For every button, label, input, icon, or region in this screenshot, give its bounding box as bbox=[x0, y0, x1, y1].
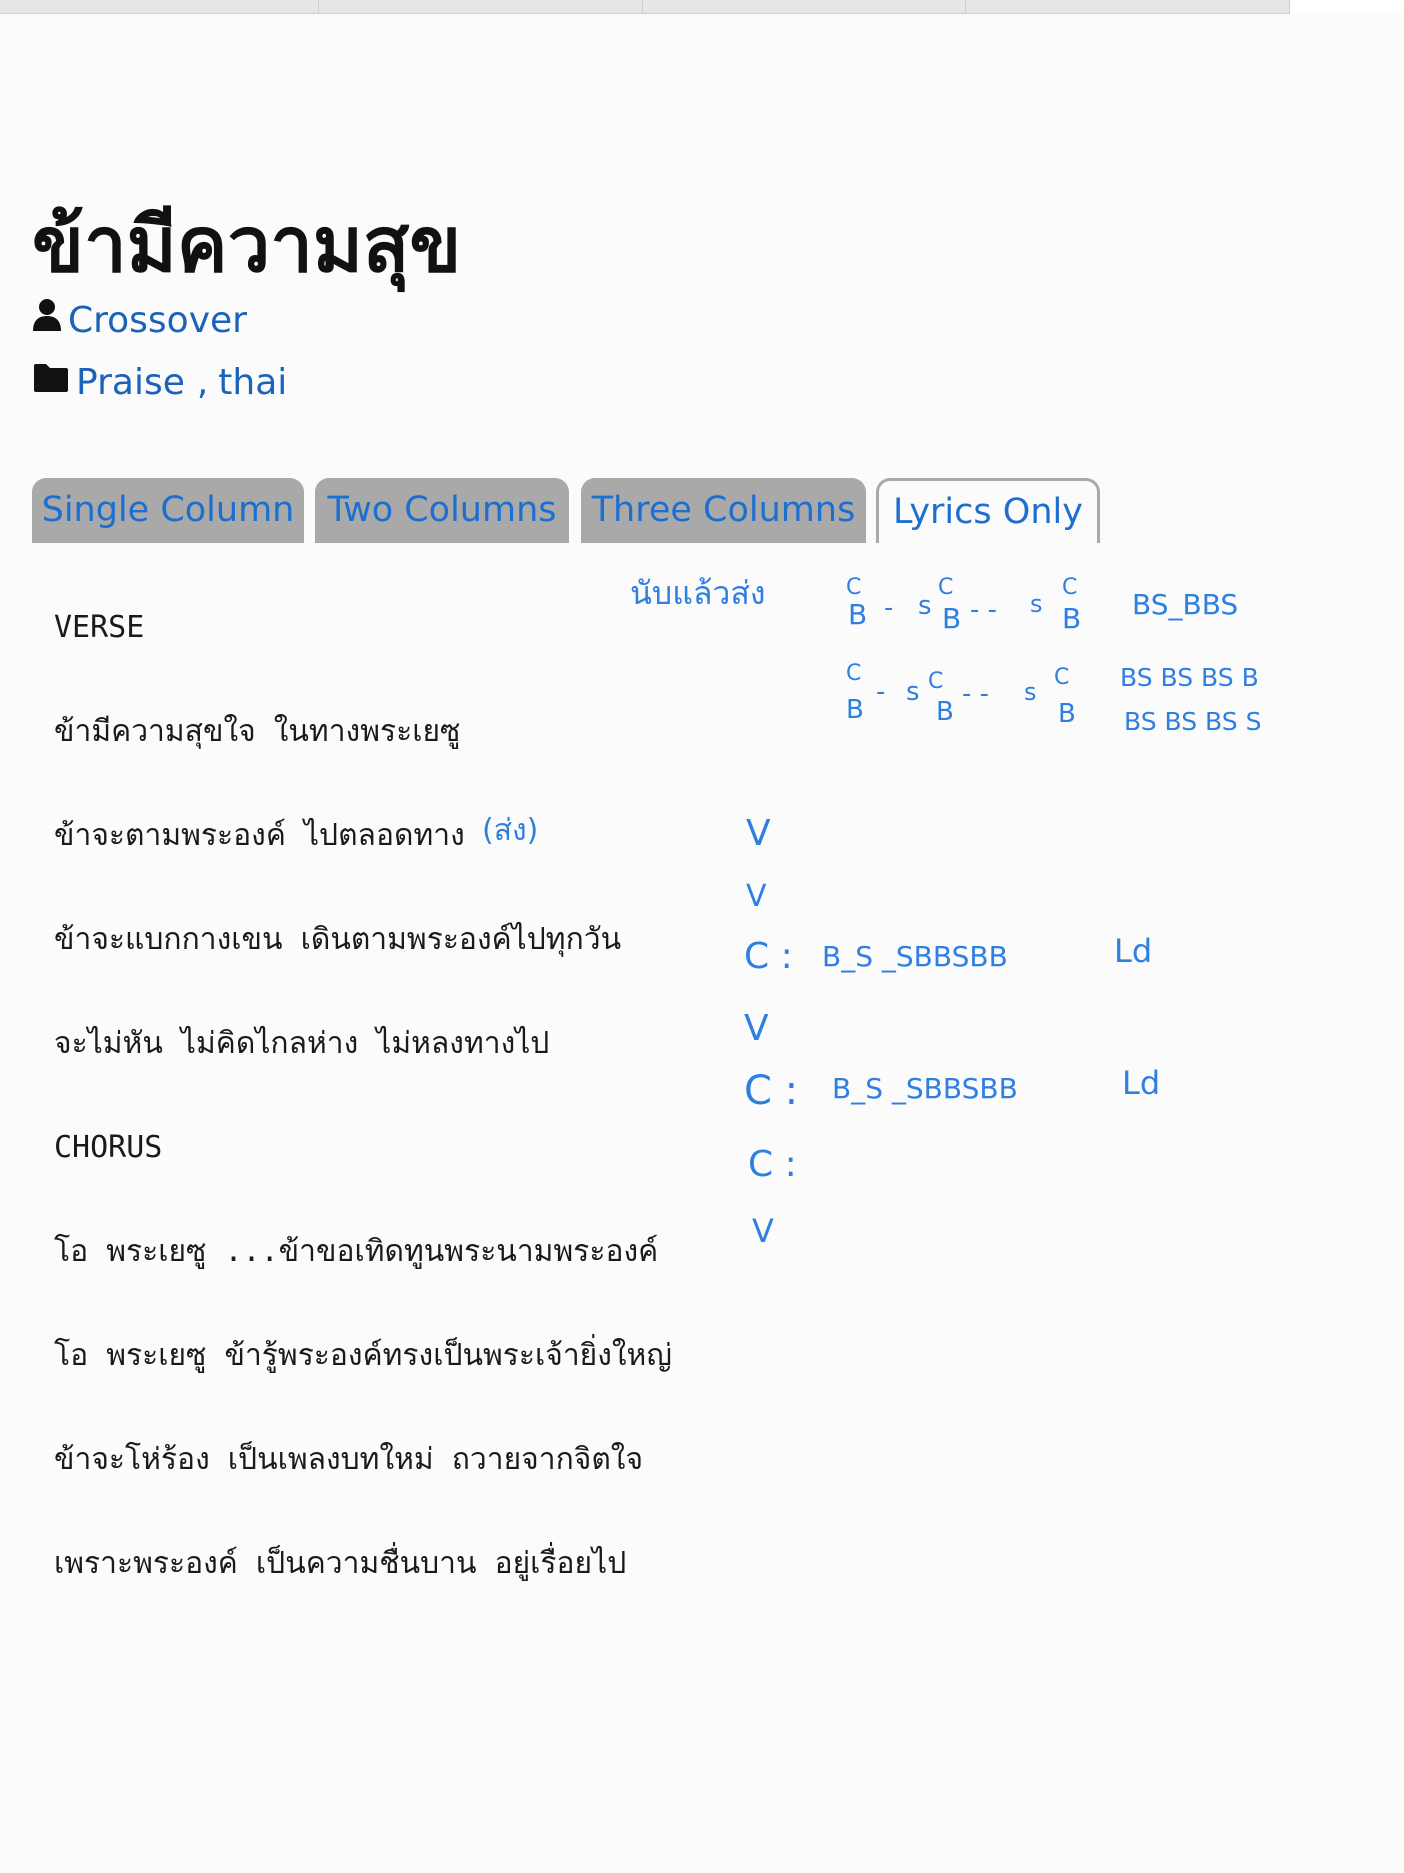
annotation-mark-c: C : bbox=[744, 1068, 799, 1114]
tab-strip-segment[interactable] bbox=[319, 0, 643, 13]
tab-strip-segment[interactable] bbox=[643, 0, 966, 13]
svg-text:B: B bbox=[1058, 699, 1076, 729]
tab-three-columns[interactable]: Three Columns bbox=[581, 478, 866, 543]
annotation-cb-group-row2 bbox=[846, 661, 1076, 729]
svg-text:B: B bbox=[1062, 602, 1082, 635]
tab-single-column[interactable]: Single Column bbox=[32, 478, 304, 543]
tab-two-columns[interactable]: Two Columns bbox=[315, 478, 569, 543]
svg-text:B: B bbox=[848, 598, 868, 631]
annotation-mark-v: V bbox=[746, 879, 767, 914]
tab-strip-segment[interactable] bbox=[0, 0, 319, 13]
svg-text:B: B bbox=[942, 602, 962, 635]
svg-text:s: s bbox=[906, 677, 920, 707]
lyric-line: จะไม่หัน ไม่คิดไกลห่าง ไม่หลงทางไป bbox=[54, 1026, 550, 1061]
svg-text:B: B bbox=[846, 695, 864, 725]
browser-tab-strip bbox=[0, 0, 1404, 14]
lyric-line: ข้ามีความสุขใจ ในทางพระเยซู bbox=[54, 714, 461, 749]
section-label-verse: VERSE bbox=[54, 610, 145, 645]
tab-strip-border bbox=[0, 13, 1290, 14]
annotation-mark-v: V bbox=[752, 1212, 774, 1250]
svg-text:C: C bbox=[846, 575, 862, 600]
annotation-mark-ld: Ld bbox=[1114, 932, 1153, 970]
svg-text:s: s bbox=[1024, 678, 1037, 706]
tab-lyrics-only[interactable]: Lyrics Only bbox=[876, 478, 1100, 543]
svg-text:- -: - - bbox=[970, 595, 998, 625]
annotation-mark-c: C : bbox=[744, 936, 793, 977]
svg-text:C: C bbox=[1054, 665, 1070, 690]
author-link[interactable]: Crossover bbox=[68, 299, 247, 341]
lyric-line: โอ พระเยซู ...ข้าขอเทิดทูนพระนามพระองค์ bbox=[54, 1234, 659, 1269]
folder-icon bbox=[32, 361, 70, 405]
category-row bbox=[32, 361, 287, 405]
category-link-thai[interactable]: thai bbox=[218, 362, 288, 403]
tab-strip-segment[interactable] bbox=[966, 0, 1290, 13]
song-title: ข้ามีความสุข bbox=[32, 200, 462, 289]
user-icon bbox=[32, 298, 62, 343]
lyric-line: ข้าจะแบกกางเขน เดินตามพระองค์ไปทุกวัน bbox=[54, 922, 622, 957]
annotation-mark-v: V bbox=[746, 813, 771, 854]
svg-text:-: - bbox=[876, 677, 886, 707]
svg-text:C: C bbox=[846, 661, 862, 686]
svg-text:s: s bbox=[918, 591, 932, 621]
annotation-pattern-1: BS_BBS bbox=[1132, 588, 1239, 621]
svg-text:C: C bbox=[928, 669, 944, 694]
category-link-praise[interactable]: Praise bbox=[76, 362, 185, 403]
svg-text:- -: - - bbox=[962, 679, 990, 709]
annotation-mark-c: C : bbox=[748, 1144, 797, 1185]
svg-text:C: C bbox=[1062, 575, 1078, 600]
lyric-line: โอ พระเยซู ข้ารู้พระองค์ทรงเป็นพระเจ้ายิ่งใหญ่ bbox=[54, 1338, 672, 1373]
annotation-mark-v: V bbox=[744, 1008, 769, 1049]
annotation-pattern-2b: BS BS BS S bbox=[1124, 707, 1262, 736]
svg-text:-: - bbox=[884, 593, 894, 623]
section-label-chorus: CHORUS bbox=[54, 1130, 163, 1165]
lyric-line: ข้าจะโห่ร้อง เป็นเพลงบทใหม่ ถวายจากจิตใจ bbox=[54, 1442, 644, 1477]
lyric-line: ข้าจะตามพระองค์ ไปตลอดทาง bbox=[54, 818, 465, 853]
lyric-line: เพราะพระองค์ เป็นความชื่นบาน อยู่เรื่อยไป bbox=[54, 1546, 627, 1581]
annotation-mark-ld: Ld bbox=[1122, 1064, 1161, 1102]
annotation-header-note: นับแล้วส่ง bbox=[630, 574, 766, 612]
category-separator: , bbox=[196, 362, 209, 403]
svg-text:B: B bbox=[936, 697, 954, 727]
svg-text:C: C bbox=[938, 575, 954, 600]
annotation-cb-group-row1 bbox=[846, 575, 1081, 635]
annotation-paren-note: (ส่ง) bbox=[482, 813, 539, 848]
annotation-strum-pattern: B_S _SBBSBB bbox=[822, 940, 1008, 973]
svg-text:s: s bbox=[1030, 590, 1043, 618]
annotation-pattern-2a: BS BS BS B bbox=[1120, 663, 1259, 692]
annotation-strum-pattern: B_S _SBBSBB bbox=[832, 1072, 1018, 1105]
author-row bbox=[32, 298, 247, 343]
